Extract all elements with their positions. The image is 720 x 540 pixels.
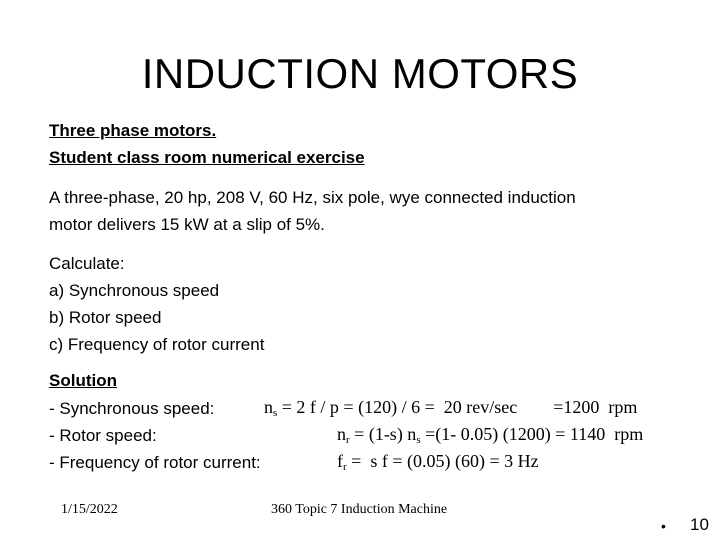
task-item: c) Frequency of rotor current <box>49 335 265 354</box>
task-item: b) Rotor speed <box>49 308 162 327</box>
formula-rotor-frequency: $f_r = s$ f = (0.05) (60) = 3 Hz <box>337 451 539 473</box>
subtitle-line-2: Student class room numerical exercise <box>49 148 365 167</box>
problem-line-2: motor delivers 15 kW at a slip of 5%. <box>49 215 325 234</box>
calculate-heading: Calculate: <box>49 254 125 273</box>
slide-title: INDUCTION MOTORS <box>141 50 579 97</box>
page-number: 10 <box>690 515 709 534</box>
formula-sync-speed: $n_s = 2$ f / p = (120) / 6 = 20 rev/sec =1200 rpm <box>264 397 638 419</box>
problem-line-1: A three-phase, 20 hp, 208 V, 60 Hz, six pole, wye connected induction <box>49 188 576 207</box>
solution-heading: Solution <box>49 371 117 390</box>
solution-label-rotor: - Rotor speed: <box>49 426 157 445</box>
footer-course: 360 Topic 7 Induction Machine <box>271 502 448 517</box>
footer-date: 1/15/2022 <box>61 502 118 517</box>
subtitle-line-1: Three phase motors. <box>49 121 217 140</box>
formula-rotor-speed: $n_r = (1-s)$ $n_s =(1-$ 0.05) (1200) = 1140 rpm <box>337 424 644 446</box>
task-item: a) Synchronous speed <box>49 281 220 300</box>
solution-label-sync: - Synchronous speed: <box>49 399 215 418</box>
solution-label-freq: - Frequency of rotor current: <box>49 453 261 472</box>
footer-bullet: • <box>661 518 666 534</box>
